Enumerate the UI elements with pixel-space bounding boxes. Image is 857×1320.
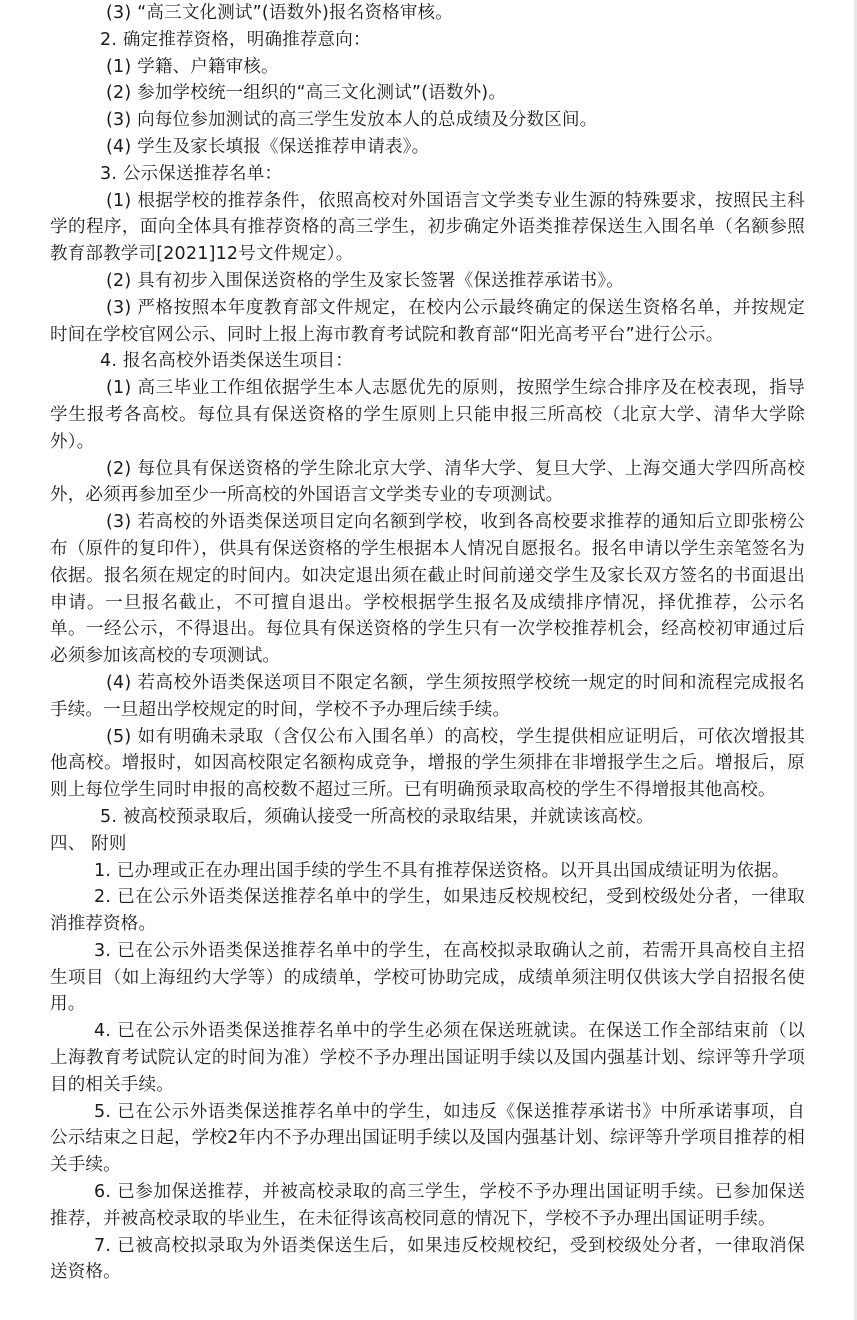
- paragraph-2-1: (1) 学籍、户籍审核。: [106, 56, 279, 77]
- appendix-item-2: 2. 已在公示外语类保送推荐名单中的学生，如果违反校规校纪，受到校级处分者，一律取消推荐资格。: [50, 887, 805, 935]
- appendix-item-3: 3. 已在公示外语类保送推荐名单中的学生，在高校拟录取确认之前，若需开具高校自主招生项目（如上海纽约大学等）的成绩单，学校可协助完成，成绩单须注明仅供该大学自招报名使用。: [50, 940, 805, 1015]
- paragraph-4-2: (2) 每位具有保送资格的学生除北京大学、清华大学、复旦大学、上海交通大学四所高校外，必须再参加至少一所高校的外国语言文学类专业的专项测试。: [50, 458, 805, 506]
- section-heading-appendix: 四、 附则: [50, 833, 127, 854]
- paragraph-2-heading: 2. 确定推荐资格，明确推荐意向：: [100, 29, 371, 50]
- paragraph-2-3: (3) 向每位参加测试的高三学生发放本人的总成绩及分数区间。: [106, 110, 598, 131]
- appendix-item-6: 6. 已参加保送推荐，并被高校录取的高三学生，学校不予办理出国证明手续。已参加保送推荐，并被高校录取的毕业生，在未征得该高校同意的情况下，学校不予办理出国证明手续。: [50, 1182, 805, 1229]
- paragraph-3-3: (3) 严格按照本年度教育部文件规定，在校内公示最终确定的保送生资格名单，并按规定时间在学校官网公示、同时上报上海市教育考试院和教育部“阳光高考平台”进行公示。: [50, 297, 805, 345]
- paragraph-4-heading: 4. 报名高校外语类保送生项目：: [100, 351, 353, 372]
- appendix-item-1: 1. 已办理或正在办理出国手续的学生不具有推荐保送资格。以开具出国成绩证明为依据。: [94, 860, 790, 881]
- paragraph-4-4: (4) 若高校外语类保送项目不限定名额，学生须按照学校统一规定的时间和流程完成报名手续。一旦超出学校规定的时间，学校不予办理后续手续。: [50, 672, 805, 720]
- appendix-item-7: 7. 已被高校拟录取为外语类保送生后，如果违反校规校纪，受到校级处分者，一律取消保送资格。: [50, 1235, 805, 1283]
- appendix-item-5: 5. 已在公示外语类保送推荐名单中的学生，如违反《保送推荐承诺书》中所承诺事项，自公示结束之日起，学校2年内不予办理出国证明手续以及国内强基计划、综评等升学项目推荐的相关手续。: [50, 1101, 805, 1176]
- paragraph-3-heading: 3. 公示保送推荐名单：: [100, 163, 283, 184]
- paragraph-3-2: (2) 具有初步入围保送资格的学生及家长签署《保送推荐承诺书》。: [106, 270, 624, 291]
- paragraph-4-5: (5) 如有明确未录取（含仅公布入围名单）的高校，学生提供相应证明后，可依次增报其他高校。增报时，如因高校限定名额构成竞争，增报的学生须排在非增报学生之后。增报后，原则上每位学生同时申报的高校数不超过三所。已有明确预录取高校的学生不得增报其他高校。: [50, 726, 805, 801]
- paragraph-4-3: (3) 若高校的外语类保送项目定向名额到学校，收到各高校要求推荐的通知后立即张榜公布（原件的复印件），供具有保送资格的学生根据本人情况自愿报名。报名申请以学生亲笔签名为依据。报名须在规定的时间内。如决定退出须在截止时间前递交学生及家长双方签名的书面退出申请。一旦报名截止，不可擅自退出。学校根据学生报名及成绩排序情况，择优推荐，公示名单。一经公示，不得退出。每位具有保送资格的学生只有一次学校推荐机会，经高校初审通过后必须参加该高校的专项测试。: [50, 512, 805, 667]
- paragraph-3-1: (1) 根据学校的推荐条件，依照高校对外国语言文学类专业生源的特殊要求，按照民主科学的程序，面向全体具有推荐资格的高三学生，初步确定外语类推荐保送生入围名单（名额参照教育部教学司[2021]12号文件规定）。: [50, 190, 805, 265]
- appendix-item-4: 4. 已在公示外语类保送推荐名单中的学生必须在保送班就读。在保送工作全部结束前（以上海教育考试院认定的时间为准）学校不予办理出国证明手续以及国内强基计划、综评等升学项目的相关手续。: [50, 1021, 805, 1095]
- paragraph-2-2: (2) 参加学校统一组织的“高三文化测试”(语数外)。: [106, 83, 507, 104]
- paragraph-2-4: (4) 学生及家长填报《保送推荐申请表》。: [106, 136, 430, 157]
- paragraph-4-1: (1) 高三毕业工作组依据学生本人志愿优先的原则，按照学生综合排序及在校表现，指导学生报考各高校。每位具有保送资格的学生原则上只能申报三所高校（北京大学、清华大学除外）。: [50, 378, 805, 452]
- paragraph-1-3-exam-check: (3) “高三文化测试”(语数外)报名资格审核。: [106, 3, 453, 23]
- paragraph-5: 5. 被高校预录取后，须确认接受一所高校的录取结果，并就读该高校。: [100, 806, 654, 827]
